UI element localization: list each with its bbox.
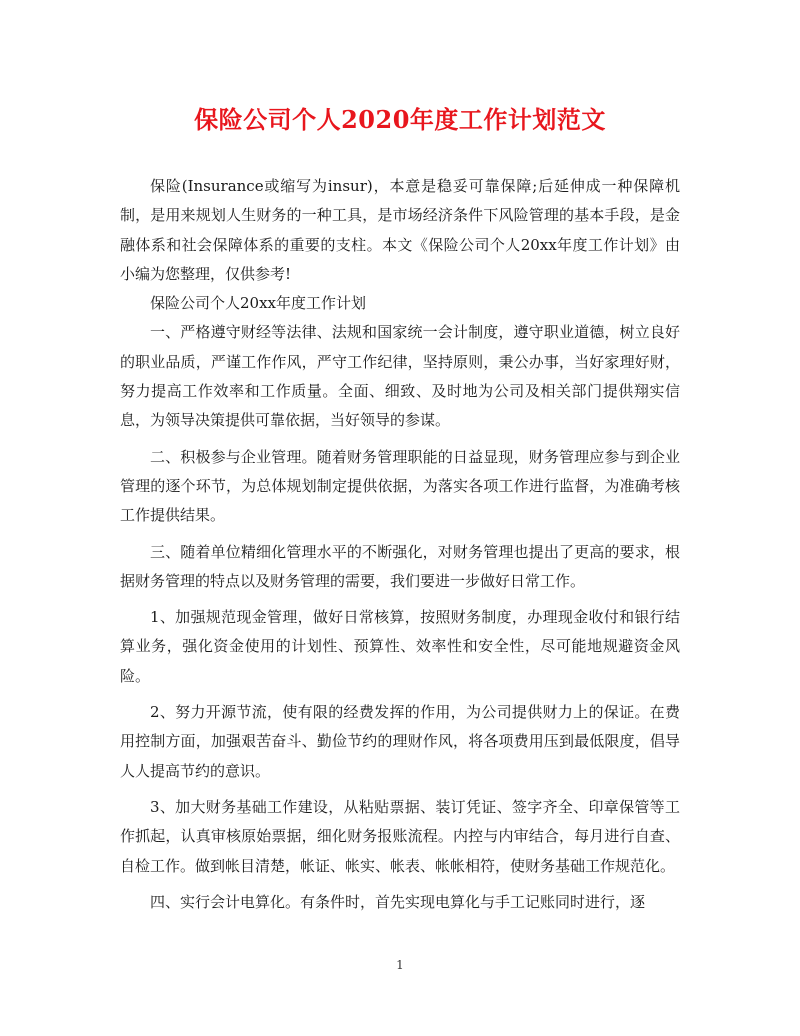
page-number: 1 <box>396 958 404 972</box>
paragraph-item-1: 1、加强规范现金管理，做好日常核算，按照财务制度，办理现金收付和银行结算业务，强化资金使用的计划性、预算性、效率性和安全性，尽可能地规避资金风险。 <box>120 608 680 685</box>
paragraph-section-2: 二、积极参与企业管理。随着财务管理职能的日益显现，财务管理应参与到企业管理的逐个环节，为总体规划制定提供依据，为落实各项工作进行监督，为准确考核工作提供结果。 <box>120 447 680 525</box>
paragraph-item-3: 3、加大财务基础工作建设，从粘贴票据、装订凭证、签字齐全、印章保管等工作抓起，认真审核原始票据，细化财务报账流程。内控与内审结合，每月进行自查、自检工作。做到帐目清楚，帐证、帐实、帐表、帐帐相符，使财务基础工作规范化。 <box>120 797 680 875</box>
paragraph-item-2: 2、努力开源节流，使有限的经费发挥的作用，为公司提供财力上的保证。在费用控制方面，加强艰苦奋斗、勤俭节约的理财作风，将各项费用压到最低限度，倡导人人提高节约的意识。 <box>120 703 680 780</box>
paragraph-section-4: 四、实行会计电算化。有条件时，首先实现电算化与手工记账同时进行，逐 <box>150 892 646 911</box>
document-body <box>120 172 680 917</box>
paragraph-section-1: 一、严格遵守财经等法律、法规和国家统一会计制度，遵守职业道德，树立良好的职业品质，严谨工作作风，严守工作纪律，坚持原则，秉公办事，当好家理好财，努力提高工作效率和工作质量。全面、细致、及时地为公司及相关部门提供翔实信息，为领导决策提供可靠依据，当好领导的参谋。 <box>120 323 680 430</box>
document-title: 保险公司个人2020年度工作计划范文 <box>194 105 606 134</box>
paragraph-intro: 保险(Insurance或缩写为insur)，本意是稳妥可靠保障;后延伸成一种保障机制，是用来规划人生财务的一种工具，是市场经济条件下风险管理的基本手段，是金融体系和社会保障体系的重要的支柱。本文《保险公司个人20xx年度工作计划》由小编为您整理，仅供参考! <box>120 177 680 283</box>
paragraph-section-3: 三、随着单位精细化管理水平的不断强化，对财务管理也提出了更高的要求，根据财务管理的特点以及财务管理的需要，我们要进一步做好日常工作。 <box>120 542 680 590</box>
paragraph-subtitle: 保险公司个人20xx年度工作计划 <box>150 294 367 313</box>
